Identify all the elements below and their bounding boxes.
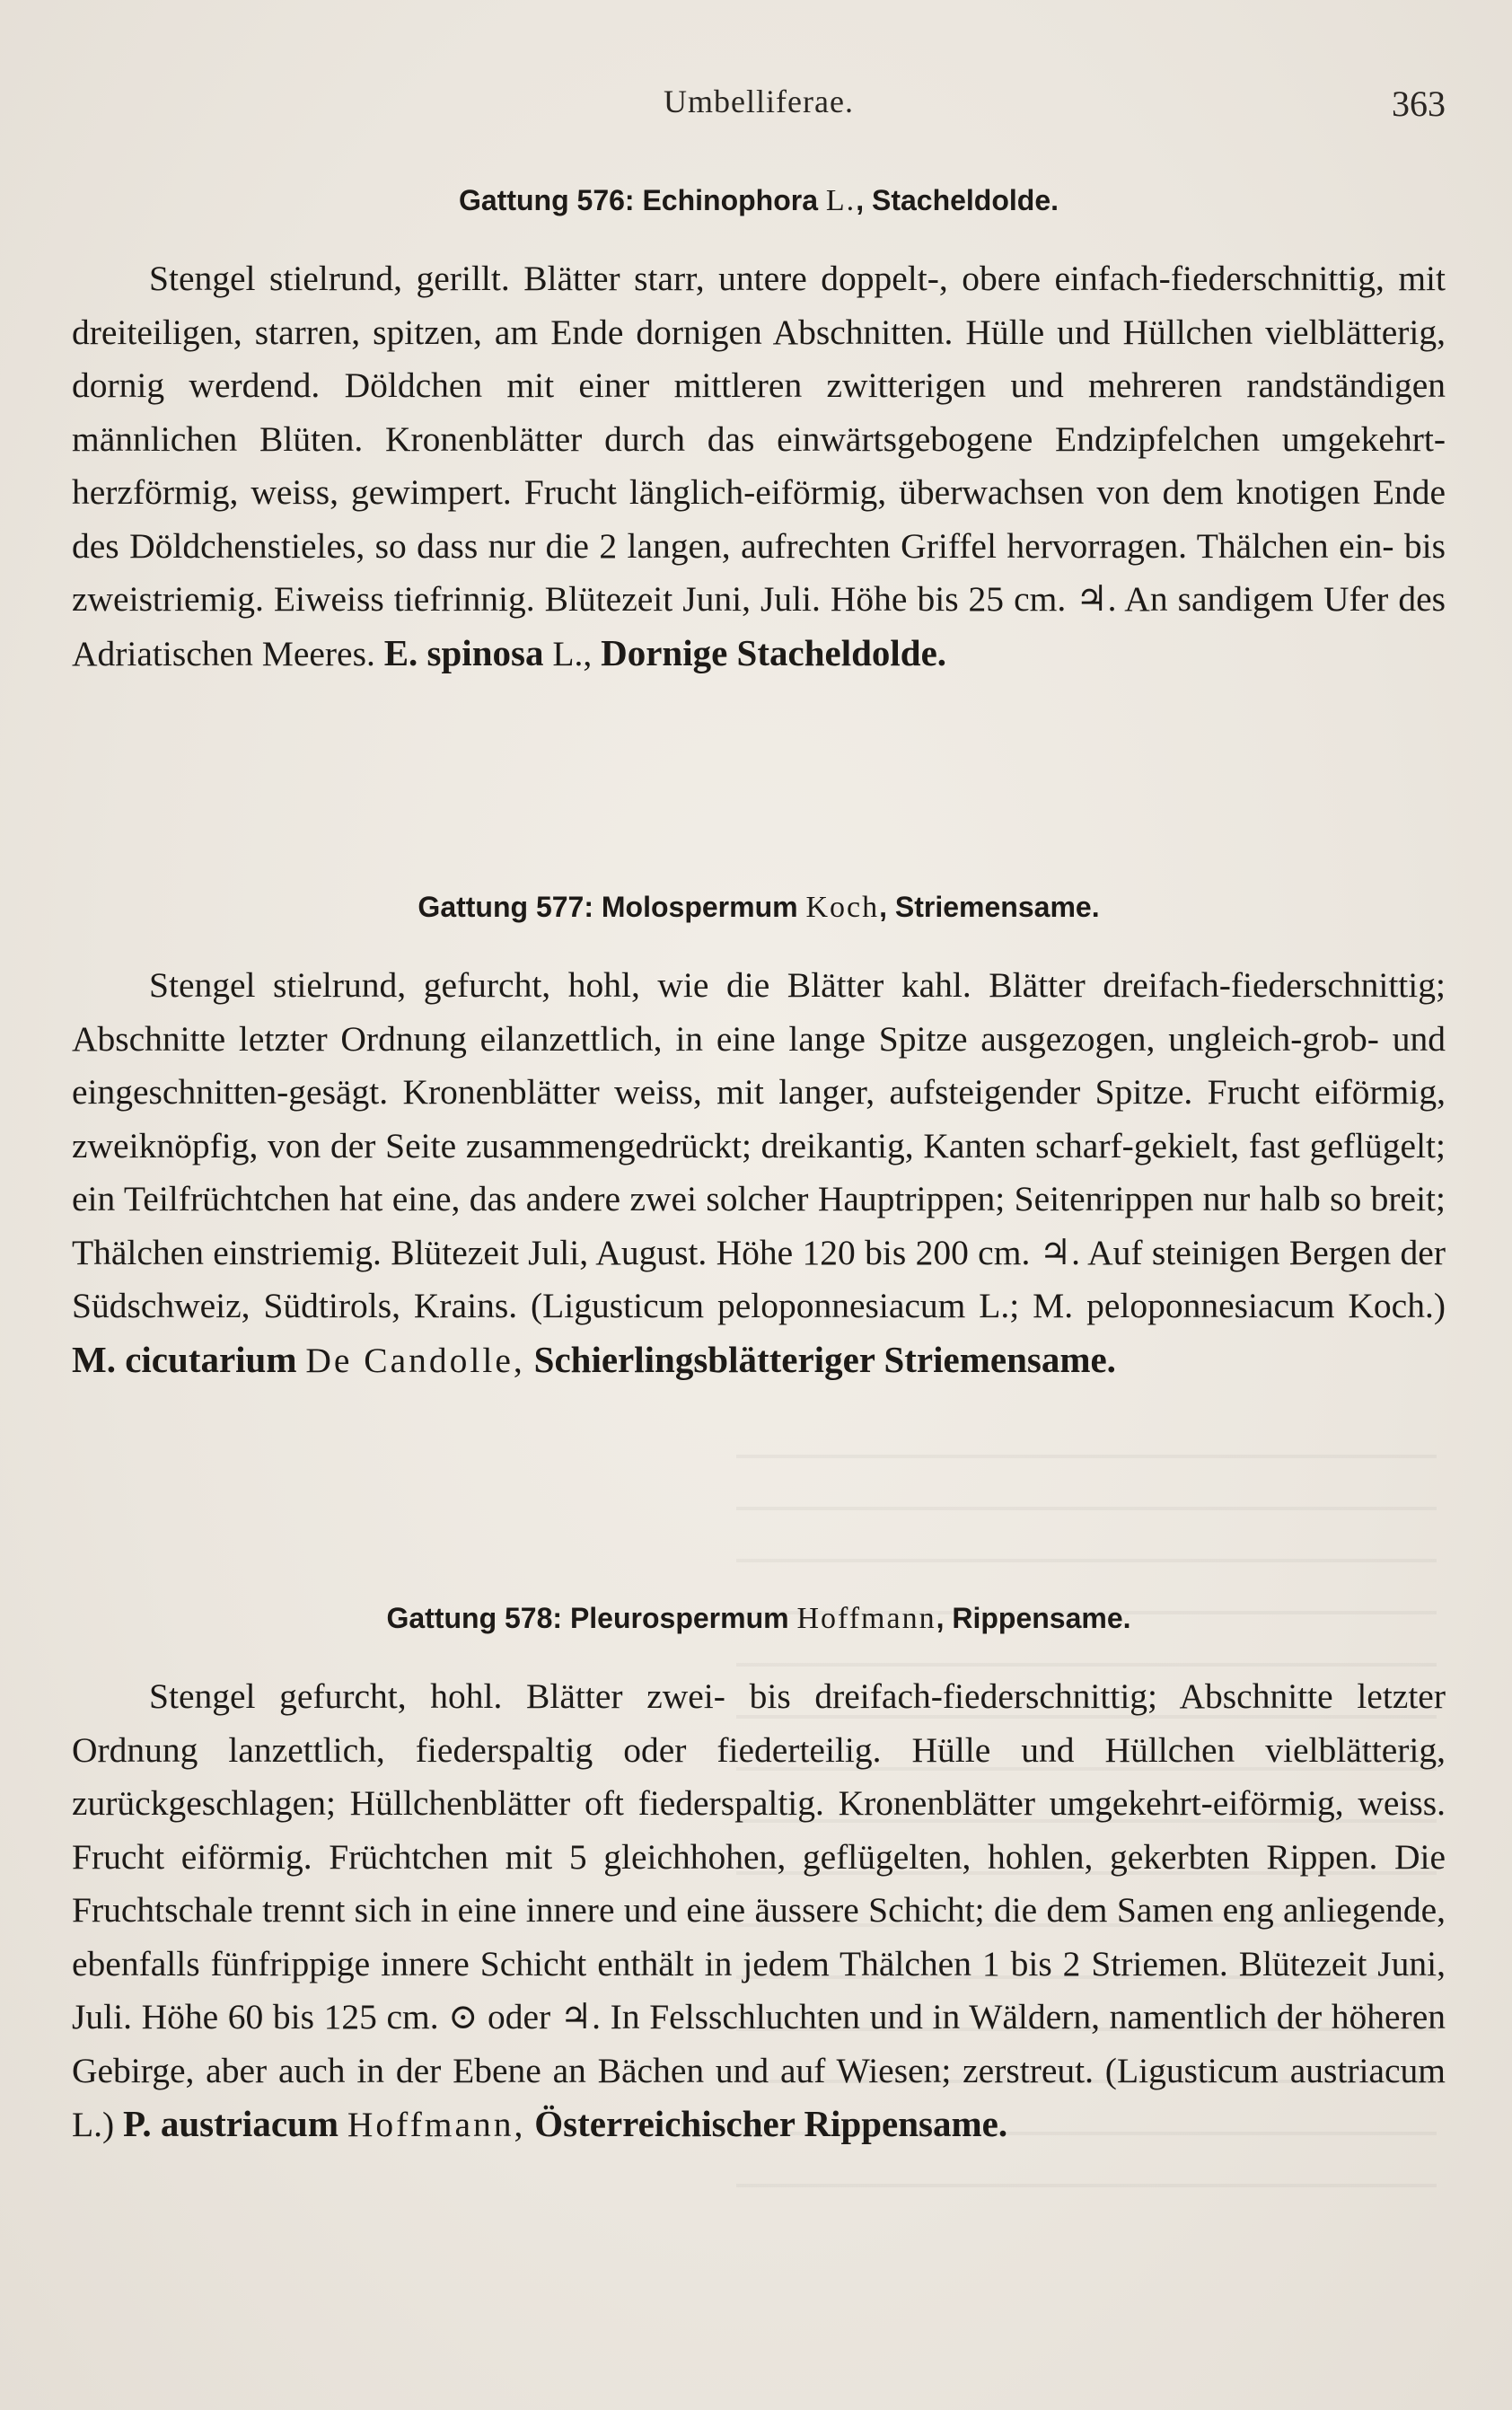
species-name: M. cicutarium: [72, 1338, 297, 1380]
heading-suffix: , Striemensame.: [879, 891, 1100, 923]
heading-prefix: Gattung 577:: [418, 891, 602, 923]
page-header: [72, 83, 1446, 128]
heading-prefix: Gattung 578:: [386, 1602, 570, 1634]
description-text: Stengel stielrund, gefurcht, hohl, wie die Blätter kahl. Blätter dreifach-fiederschnittig; Abschnitte letzter Ordnung eilanzettlich, in eine lange Spitze ausgezogen, ungleich-grob- und eingeschnitten-gesägt. Kronenblätter weiss, mit langer, aufsteigender Spitze. Frucht eiförmig, zweiknöpfig, von der Seite zusammengedrückt; dreikantig, Kanten scharf-gekielt, fast geflügelt; ein Teilfrüchtchen hat eine, das andere zwei solcher Hauptrippen; Seitenrippen nur halb so breit; Thälchen einstriemig. Blütezeit Juli, August. Höhe 120 bis 200 cm. ♃. Auf steinigen Bergen der Südschweiz, Südtirols, Krains. (Ligusticum peloponnesiacum L.; M. peloponnesiacum Koch.): [72, 965, 1446, 1325]
section-heading: [72, 1602, 1446, 1636]
species-name: E. spinosa: [383, 631, 544, 673]
section-gattung-577: [72, 891, 1446, 1387]
genus-name: Echinophora: [642, 184, 819, 216]
description-text: Stengel stielrund, gerillt. Blätter starr, untere doppelt-, obere einfach-fiederschnittig, mit dreiteiligen, starren, spitzen, am Ende dornigen Abschnitten. Hülle und Hüllchen vielblätterig, dornig werdend. Döldchen mit einer mittleren zwitterigen und mehreren randständigen männlichen Blüten. Kronenblätter durch das einwärtsgebogene Endzipfelchen umgekehrt-herzförmig, weiss, gewimpert. Frucht länglich-eiförmig, überwachsen von dem knotigen Ende des Döldchenstieles, so dass nur die 2 langen, aufrechten Griffel hervorragen. Thälchen ein- bis zweistriemig. Eiweiss tiefrinnig. Blütezeit Juni, Juli. Höhe bis 25 cm. ♃. An sandigem Ufer des Adriatischen Meeres.: [72, 259, 1446, 673]
common-name: Österreichischer Rippensame.: [534, 2103, 1008, 2144]
section-gattung-576: [72, 184, 1446, 681]
page-number: 363: [1392, 84, 1446, 124]
section-gattung-578: [72, 1602, 1446, 2152]
genus-author: Hoffmann: [796, 1602, 936, 1635]
running-head: Umbelliferae.: [664, 84, 854, 119]
genus-author: L.: [825, 184, 857, 217]
description-text: Stengel gefurcht, hohl. Blätter zwei- bis dreifach-fiederschnittig; Abschnitte letzter Ordnung lanzettlich, fiederspaltig oder fiederteilig. Hülle und Hüllchen vielblätterig, zurückgeschlagen; Hüllchenblätter oft fiederspaltig. Kronenblätter umgekehrt-eiförmig, weiss. Frucht eiförmig. Früchtchen mit 5 gleichhohen, geflügelten, hohlen, gekerbten Rippen. Die Fruchtschale trennt sich in eine innere und eine äussere Schicht; die dem Samen eng anliegende, ebenfalls fünfrippige innere Schicht enthält in jedem Thälchen 1 bis 2 Striemen. Blütezeit Juni, Juli. Höhe 60 bis 125 cm. ⊙ oder ♃. In Felsschluchten und in Wäldern, namentlich der höheren Gebirge, aber auch in der Ebene an Bächen und auf Wiesen; zerstreut. (Ligusticum austriacum L.): [72, 1676, 1446, 2144]
species-author: Hoffmann,: [347, 2105, 526, 2144]
common-name: Schierlingsblätteriger Striemensame.: [533, 1338, 1116, 1380]
description-paragraph: [72, 252, 1446, 681]
heading-suffix: , Rippensame.: [936, 1602, 1131, 1634]
species-name: P. austriacum: [123, 2103, 338, 2144]
common-name: Dornige Stacheldolde.: [601, 631, 947, 673]
heading-suffix: , Stacheldolde.: [856, 184, 1059, 216]
genus-name: Molospermum: [601, 891, 798, 923]
section-heading: [72, 891, 1446, 925]
section-heading: [72, 184, 1446, 218]
genus-name: Pleurospermum: [569, 1602, 789, 1634]
description-paragraph: [72, 1670, 1446, 2152]
genus-author: Koch: [805, 891, 880, 924]
species-author: De Candolle,: [305, 1340, 525, 1380]
description-paragraph: [72, 959, 1446, 1387]
heading-prefix: Gattung 576:: [458, 184, 643, 216]
species-author: L.,: [552, 633, 593, 673]
